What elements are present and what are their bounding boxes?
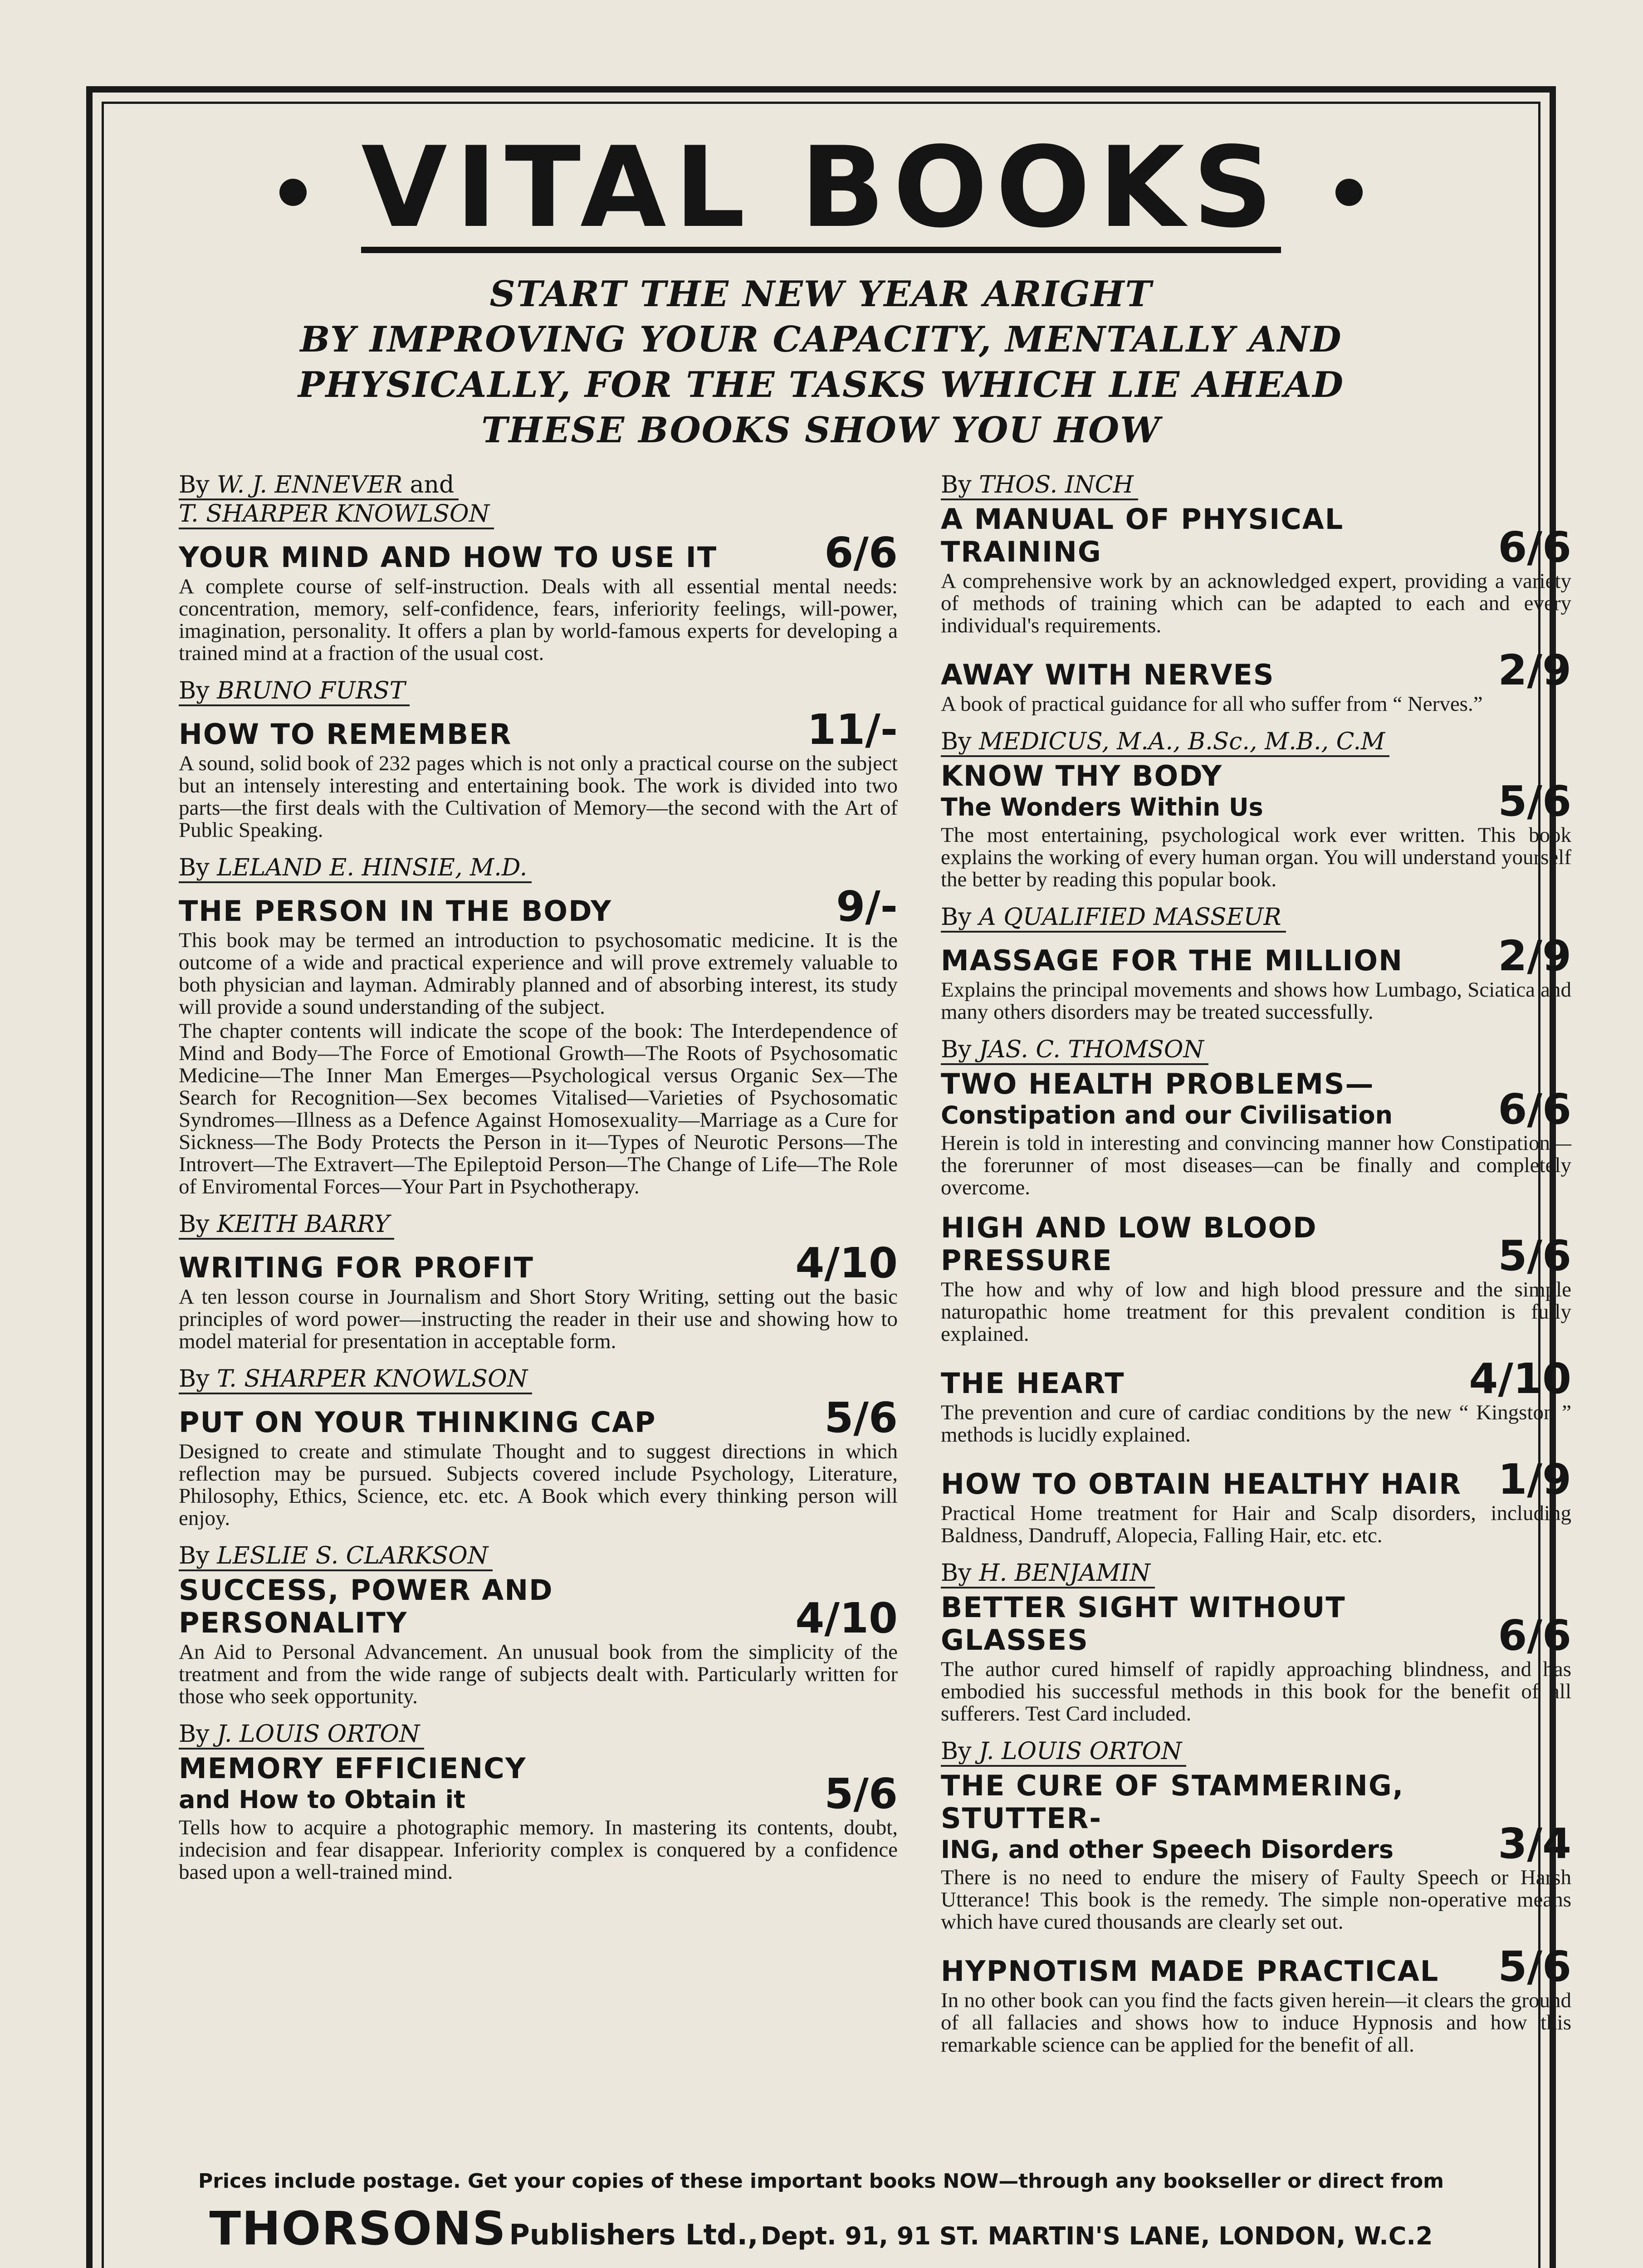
ad-border bbox=[86, 86, 1571, 2268]
book-title: SUCCESS, POWER AND PERSONALITY bbox=[179, 1574, 553, 1639]
book-price: 5/6 bbox=[1498, 1232, 1571, 1280]
author-byline: By T. SHARPER KNOWLSON bbox=[179, 1365, 532, 1394]
book-price: 4/10 bbox=[795, 1594, 898, 1642]
book-title: THE PERSON IN THE BODY bbox=[179, 894, 612, 928]
book-description: In no other book can you find the facts given herein—it clears the ground of all fallacies and shows how to induce Hypnosis and how this remarkable science can be applied for the benefit of all. bbox=[941, 1989, 1571, 2057]
book-entry bbox=[941, 1559, 1571, 1725]
book-title: HOW TO OBTAIN HEALTHY HAIR bbox=[941, 1467, 1462, 1501]
book-description: Explains the principal movements and shows how Lumbago, Sciatica and many others disorders may be treated successfully. bbox=[941, 978, 1571, 1024]
book-title: HOW TO REMEMBER bbox=[179, 718, 512, 751]
book-price: 5/6 bbox=[1498, 777, 1571, 826]
book-description: A sound, solid book of 232 pages which is not only a practical course on the subject but an intensely interesting and entertaining book. The work is divided into two parts—the first deals with the Cultivation of Memory—the second with the Art of Public Speaking. bbox=[179, 752, 898, 842]
book-title: MASSAGE FOR THE MILLION bbox=[941, 944, 1403, 977]
author-byline: By W. J. ENNEVER and bbox=[179, 471, 459, 500]
book-entry bbox=[179, 1365, 898, 1530]
book-title: YOUR MIND AND HOW TO USE IT bbox=[179, 541, 718, 574]
book-description: Herein is told in interesting and convincing manner how Constipation—the forerunner of most diseases—can be finally and completely overcome. bbox=[941, 1131, 1571, 1199]
book-description: A book of practical guidance for all who suffer from “ Nerves.” bbox=[941, 692, 1483, 716]
book-price: 4/10 bbox=[1469, 1354, 1571, 1403]
bullet-right-icon bbox=[1335, 179, 1363, 206]
book-description: Designed to create and stimulate Thought and to suggest directions in which reflection may be pursued. Subjects covered include Psychology, Literature, Philosophy, Ethics, Science, etc. etc. A Book which every thinking person will enjoy. bbox=[179, 1440, 898, 1530]
book-price: 2/9 bbox=[1498, 932, 1571, 980]
book-entry bbox=[941, 471, 1571, 637]
book-description: There is no need to endure the misery of Faulty Speech or Harsh Utterance! This book is the remedy. The simple non-operative means which have cured thousands are clearly set out. bbox=[941, 1866, 1571, 1934]
right-column bbox=[941, 471, 1571, 2069]
book-subtitle: The Wonders Within Us bbox=[941, 793, 1263, 821]
book-entry bbox=[941, 1354, 1571, 1447]
book-title: KNOW THY BODY bbox=[941, 759, 1223, 792]
book-entry bbox=[179, 854, 898, 1198]
book-price: 5/6 bbox=[824, 1393, 898, 1442]
book-subtitle: ING, and other Speech Disorders bbox=[941, 1835, 1394, 1864]
book-price: 9/- bbox=[836, 882, 898, 931]
book-entry bbox=[179, 471, 898, 665]
book-title: AWAY WITH NERVES bbox=[941, 658, 1275, 691]
book-price: 6/6 bbox=[1498, 523, 1571, 572]
book-entry bbox=[179, 1211, 898, 1353]
book-entry bbox=[941, 1942, 1571, 2057]
tagline-line: START THE NEW YEAR ARIGHT bbox=[489, 274, 1153, 315]
footer-publisher bbox=[93, 2202, 1550, 2268]
book-price: 11/- bbox=[807, 705, 898, 754]
publisher-name: THORSONS bbox=[209, 2202, 507, 2256]
book-entry bbox=[941, 1455, 1571, 1547]
book-title: PUT ON YOUR THINKING CAP bbox=[179, 1406, 656, 1439]
author-byline: By BRUNO FURST bbox=[179, 677, 410, 706]
publisher-suffix: Publishers Ltd., bbox=[509, 2218, 758, 2251]
book-description: A complete course of self-instruction. Deals with all essential mental needs: concentration, memory, self-confidence, fears, inferiority feelings, will-power, imagination, personality. It offers a plan by world-famous experts for developing a trained mind at a fraction of the usual cost. bbox=[179, 575, 898, 665]
book-title: TWO HEALTH PROBLEMS— bbox=[941, 1067, 1374, 1100]
book-price: 5/6 bbox=[1498, 1942, 1571, 1991]
book-title: BETTER SIGHT WITHOUT GLASSES bbox=[941, 1591, 1346, 1657]
book-price: 6/6 bbox=[824, 528, 898, 577]
book-title: WRITING FOR PROFIT bbox=[179, 1251, 534, 1284]
book-entry bbox=[941, 728, 1571, 891]
book-price: 2/9 bbox=[1498, 646, 1571, 694]
book-description: The author cured himself of rapidly approaching blindness, and has embodied his successful methods in this book for the benefit of all sufferers. Test Card included. bbox=[941, 1657, 1571, 1725]
book-description: The prevention and cure of cardiac conditions by the new “ Kingston ” methods is lucidly explained. bbox=[941, 1401, 1571, 1447]
title-row bbox=[93, 124, 1550, 260]
author-byline: By THOS. INCH bbox=[941, 471, 1138, 500]
book-description: Practical Home treatment for Hair and Scalp disorders, including Baldness, Dandruff, Alopecia, Falling Hair, etc. etc. bbox=[941, 1501, 1571, 1547]
book-price: 1/9 bbox=[1498, 1455, 1571, 1504]
book-description: The most entertaining, psychological work ever written. This book explains the working of every human organ. You will understand yourself the better by reading this popular book. bbox=[941, 823, 1571, 891]
book-description: A ten lesson course in Journalism and Short Story Writing, setting out the basic principles of word power—instructing the reader in their use and showing how to model material for presentation in acceptable form. bbox=[179, 1285, 898, 1353]
book-description-contents: The chapter contents will indicate the scope of the book: The Interdependence of Mind and Body—The Force of Emotional Growth—The Roots of Psychosomatic Medicine—The Inner Man Emerges—Psychological versus Organic Sex—The Search for Recognition—Sex becomes Vitalised—Varieties of Psychosomatic Syndromes—Illness as a Defence Against Homosexuality—Marriage as a Cure for Sickness—The Body Protects the Person in it—Types of Neurotic Persons—The Introvert—The Extravert—The Epileptoid Person—The Change of Life—The Role of Enviromental Forces—Your Part in Psychotherapy. bbox=[179, 1019, 898, 1198]
tagline-line: BY IMPROVING YOUR CAPACITY, MENTALLY AND bbox=[300, 319, 1342, 360]
book-subtitle: Constipation and our Civilisation bbox=[941, 1101, 1393, 1129]
book-title: A MANUAL OF PHYSICAL TRAINING bbox=[941, 503, 1344, 568]
book-entry bbox=[941, 646, 1571, 716]
author-byline: By A QUALIFIED MASSEUR bbox=[941, 904, 1286, 933]
book-price: 6/6 bbox=[1498, 1085, 1571, 1134]
author-byline: By JAS. C. THOMSON bbox=[941, 1036, 1208, 1065]
publisher-address: Dept. 91, 91 ST. MARTIN'S LANE, LONDON, W.C.2 bbox=[761, 2222, 1433, 2250]
author-byline: By LESLIE S. CLARKSON bbox=[179, 1542, 493, 1571]
book-description: Tells how to acquire a photographic memory. In mastering its contents, doubt, indecision and fear disappear. Inferiority complex is conquered by a confidence based upon a well-trained mind. bbox=[179, 1816, 898, 1884]
author-byline: By J. LOUIS ORTON bbox=[179, 1721, 424, 1750]
book-entry bbox=[941, 1738, 1571, 1933]
tagline bbox=[93, 272, 1550, 453]
book-price: 6/6 bbox=[1498, 1611, 1571, 1660]
book-title: THE CURE OF STAMMERING, STUTTER- bbox=[941, 1769, 1404, 1835]
tagline-line: PHYSICALLY, FOR THE TASKS WHICH LIE AHEAD bbox=[298, 364, 1345, 406]
author-byline: T. SHARPER KNOWLSON bbox=[179, 500, 494, 529]
book-description: A comprehensive work by an acknowledged expert, providing a variety of methods of training which can be adapted to each and every individual's requirements. bbox=[941, 569, 1571, 637]
footer-prices-note: Prices include postage. Get your copies of these important books NOW—through any bookseller or direct from bbox=[198, 2170, 1444, 2193]
book-description: This book may be termed an introduction to psychosomatic medicine. It is the outcome of a wide and practical experience and will prove extremely valuable to both physician and layman. Admirably planned and of absorbing interest, its study will provide a sound understanding of the subject. bbox=[179, 929, 898, 1019]
author-byline: By J. LOUIS ORTON bbox=[941, 1738, 1186, 1767]
book-title: THE HEART bbox=[941, 1367, 1125, 1400]
book-entry bbox=[179, 1542, 898, 1708]
book-title: HYPNOTISM MADE PRACTICAL bbox=[941, 1955, 1439, 1988]
tagline-line: THESE BOOKS SHOW YOU HOW bbox=[481, 410, 1161, 451]
author-byline: By MEDICUS, M.A., B.Sc., M.B., C.M bbox=[941, 728, 1389, 757]
book-description: The how and why of low and high blood pressure and the simple naturopathic home treatment for this prevalent condition is fully explained. bbox=[941, 1278, 1571, 1346]
author-byline: By H. BENJAMIN bbox=[941, 1559, 1155, 1589]
book-price: 4/10 bbox=[795, 1239, 898, 1287]
book-description: An Aid to Personal Advancement. An unusual book from the simplicity of the treatment and from the wide range of subjects dealt with. Particularly written for those who seek opportunity. bbox=[179, 1640, 898, 1708]
book-price: 5/6 bbox=[824, 1769, 898, 1818]
author-byline: By LELAND E. HINSIE, M.D. bbox=[179, 854, 532, 883]
ad-title: VITAL BOOKS bbox=[361, 122, 1281, 252]
book-entry bbox=[179, 1721, 898, 1883]
book-subtitle: and How to Obtain it bbox=[179, 1785, 465, 1814]
bullet-left-icon bbox=[279, 179, 307, 206]
left-column bbox=[179, 471, 898, 1896]
author-byline: By KEITH BARRY bbox=[179, 1211, 394, 1240]
book-title: HIGH AND LOW BLOOD PRESSURE bbox=[941, 1211, 1317, 1277]
book-entry bbox=[941, 1036, 1571, 1199]
book-entry bbox=[179, 677, 898, 841]
book-entry bbox=[941, 904, 1571, 1023]
book-title: MEMORY EFFICIENCY bbox=[179, 1752, 527, 1785]
book-entry bbox=[941, 1212, 1571, 1345]
book-price: 3/4 bbox=[1498, 1819, 1571, 1868]
